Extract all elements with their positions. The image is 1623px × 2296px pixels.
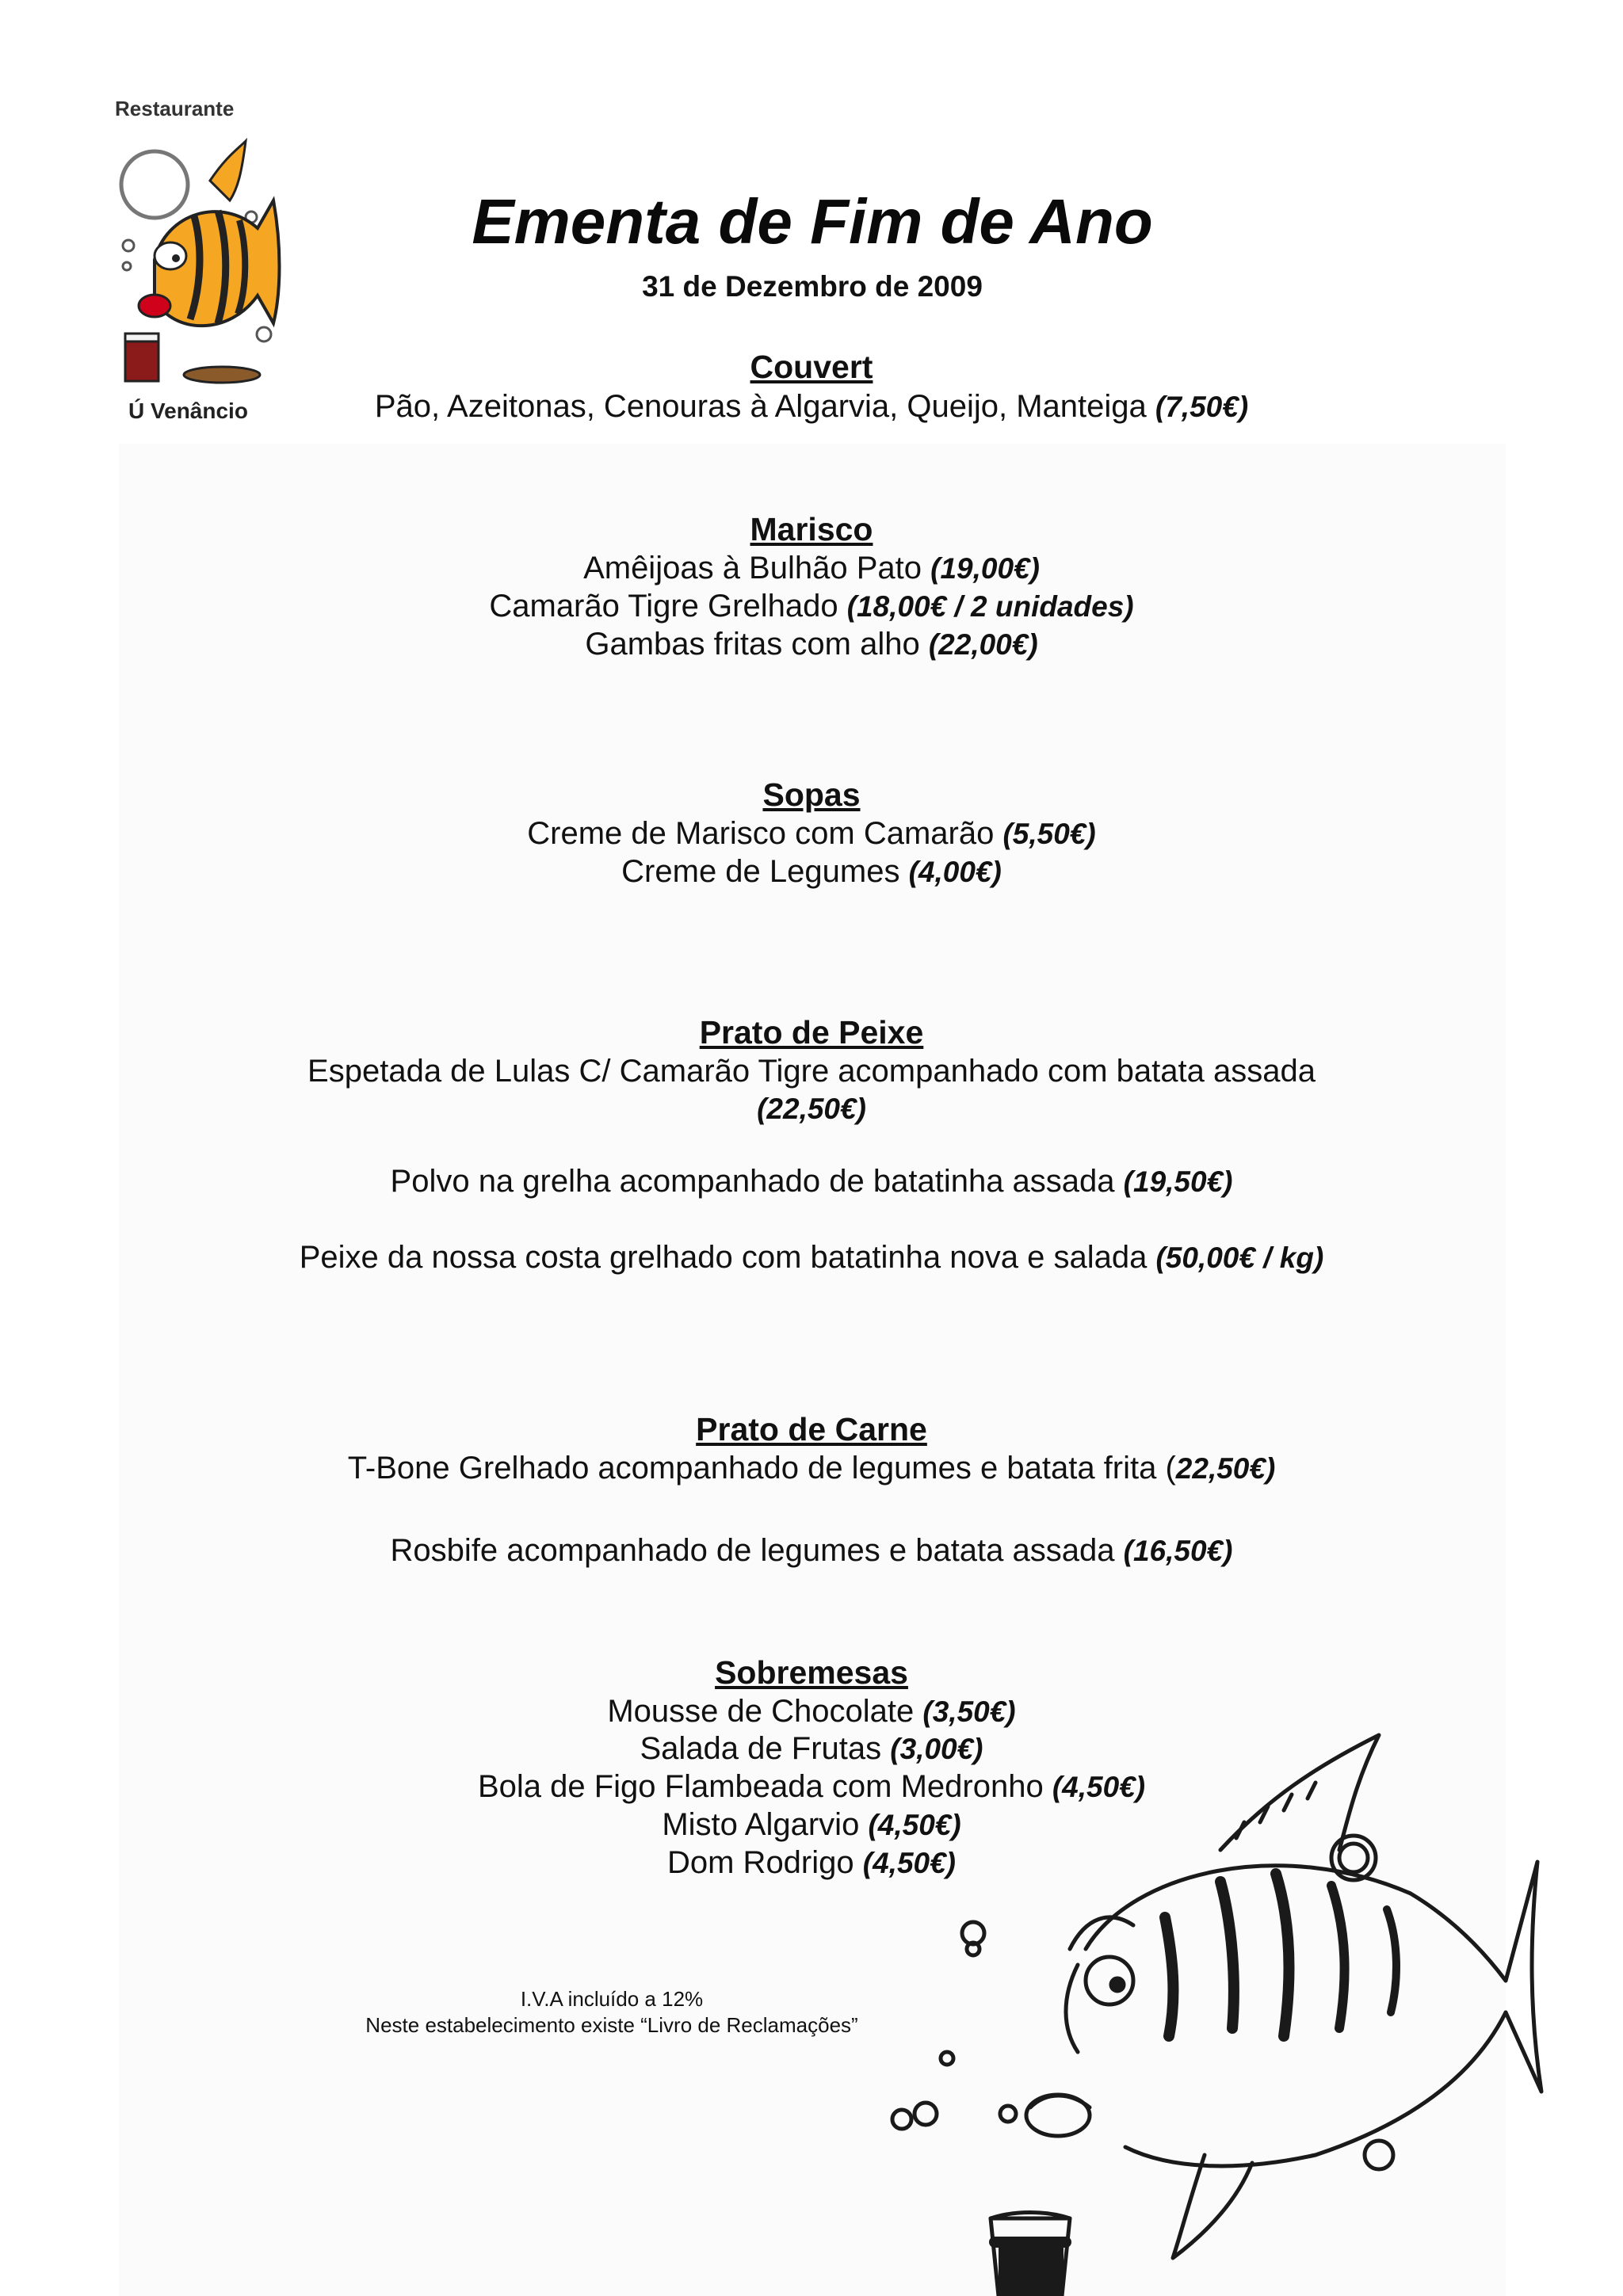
section-heading-peixe: Prato de Peixe <box>699 1014 924 1051</box>
item-price: (3,00€) <box>890 1733 983 1765</box>
section-heading-marisco: Marisco <box>750 511 873 547</box>
section-heading-sobremesas: Sobremesas <box>715 1654 908 1691</box>
item-name: Espetada de Lulas C/ Camarão Tigre acompanhado com batata assada <box>307 1054 1316 1089</box>
item-price: (50,00€ / kg) <box>1155 1241 1324 1274</box>
item-price: (3,50€) <box>922 1695 1016 1728</box>
iva-note: I.V.A incluído a 12% <box>520 1987 704 2011</box>
menu-item <box>0 1535 1623 1566</box>
item-price: 22,50€) <box>1175 1452 1276 1485</box>
menu-item <box>0 1241 1623 1273</box>
menu-item <box>0 590 1623 622</box>
item-price: (22,50€) <box>757 1093 866 1125</box>
item-price: (16,50€) <box>1123 1535 1233 1567</box>
item-name: Gambas fritas com alho <box>585 627 920 662</box>
item-price: (4,50€) <box>1052 1771 1146 1803</box>
item-price: (4,00€) <box>908 856 1002 888</box>
item-name: Pão, Azeitonas, Cenouras à Algarvia, Queijo, Manteiga <box>374 389 1147 424</box>
menu-item-price-line <box>0 1093 1623 1124</box>
item-name: Bola de Figo Flambeada com Medronho <box>477 1769 1044 1804</box>
item-price: (19,00€) <box>930 552 1040 585</box>
logo-top-text: Restaurante <box>115 97 235 120</box>
menu-item <box>0 818 1623 849</box>
item-name: Salada de Frutas <box>640 1731 882 1766</box>
page-date: 31 de Dezembro de 2009 <box>642 270 983 303</box>
item-price: (22,00€) <box>928 628 1038 661</box>
item-price: (5,50€) <box>1002 818 1096 850</box>
menu-item <box>0 552 1623 584</box>
logo-bottom-text: Ú Venâncio <box>128 399 248 423</box>
item-price: (4,50€) <box>868 1809 961 1841</box>
item-name: Misto Algarvio <box>662 1807 860 1842</box>
item-price: (19,50€) <box>1123 1165 1233 1198</box>
menu-item <box>0 1165 1623 1197</box>
item-name: Creme de Legumes <box>621 854 900 889</box>
page-title: Ementa de Fim de Ano <box>472 186 1153 257</box>
item-price: (4,50€) <box>862 1847 956 1879</box>
menu-item <box>0 391 1623 422</box>
item-name: Dom Rodrigo <box>666 1845 854 1880</box>
complaints-note: Neste estabelecimento existe “Livro de Reclamações” <box>365 2013 858 2037</box>
menu-item <box>0 1055 1623 1087</box>
item-price: (7,50€) <box>1155 391 1249 423</box>
item-name: Rosbife acompanhado de legumes e batata assada <box>390 1533 1115 1568</box>
item-name: T-Bone Grelhado acompanhado de legumes e batata frita ( <box>347 1451 1176 1486</box>
menu-item <box>0 628 1623 660</box>
item-price: (18,00€ / 2 unidades) <box>846 590 1134 623</box>
section-heading-sopas: Sopas <box>762 776 861 813</box>
menu-item <box>0 1452 1623 1484</box>
item-name: Polvo na grelha acompanhado de batatinha assada <box>390 1164 1115 1199</box>
item-name: Camarão Tigre Grelhado <box>489 589 838 624</box>
item-name: Peixe da nossa costa grelhado com batatinha nova e salada <box>299 1240 1148 1275</box>
item-name: Mousse de Chocolate <box>607 1694 915 1729</box>
section-heading-couvert: Couvert <box>750 349 873 385</box>
section-heading-carne: Prato de Carne <box>696 1411 927 1447</box>
item-name: Creme de Marisco com Camarão <box>527 816 995 851</box>
item-name: Amêijoas à Bulhão Pato <box>583 551 922 585</box>
menu-item <box>0 856 1623 887</box>
fish-sketch-icon <box>872 1680 1553 2296</box>
